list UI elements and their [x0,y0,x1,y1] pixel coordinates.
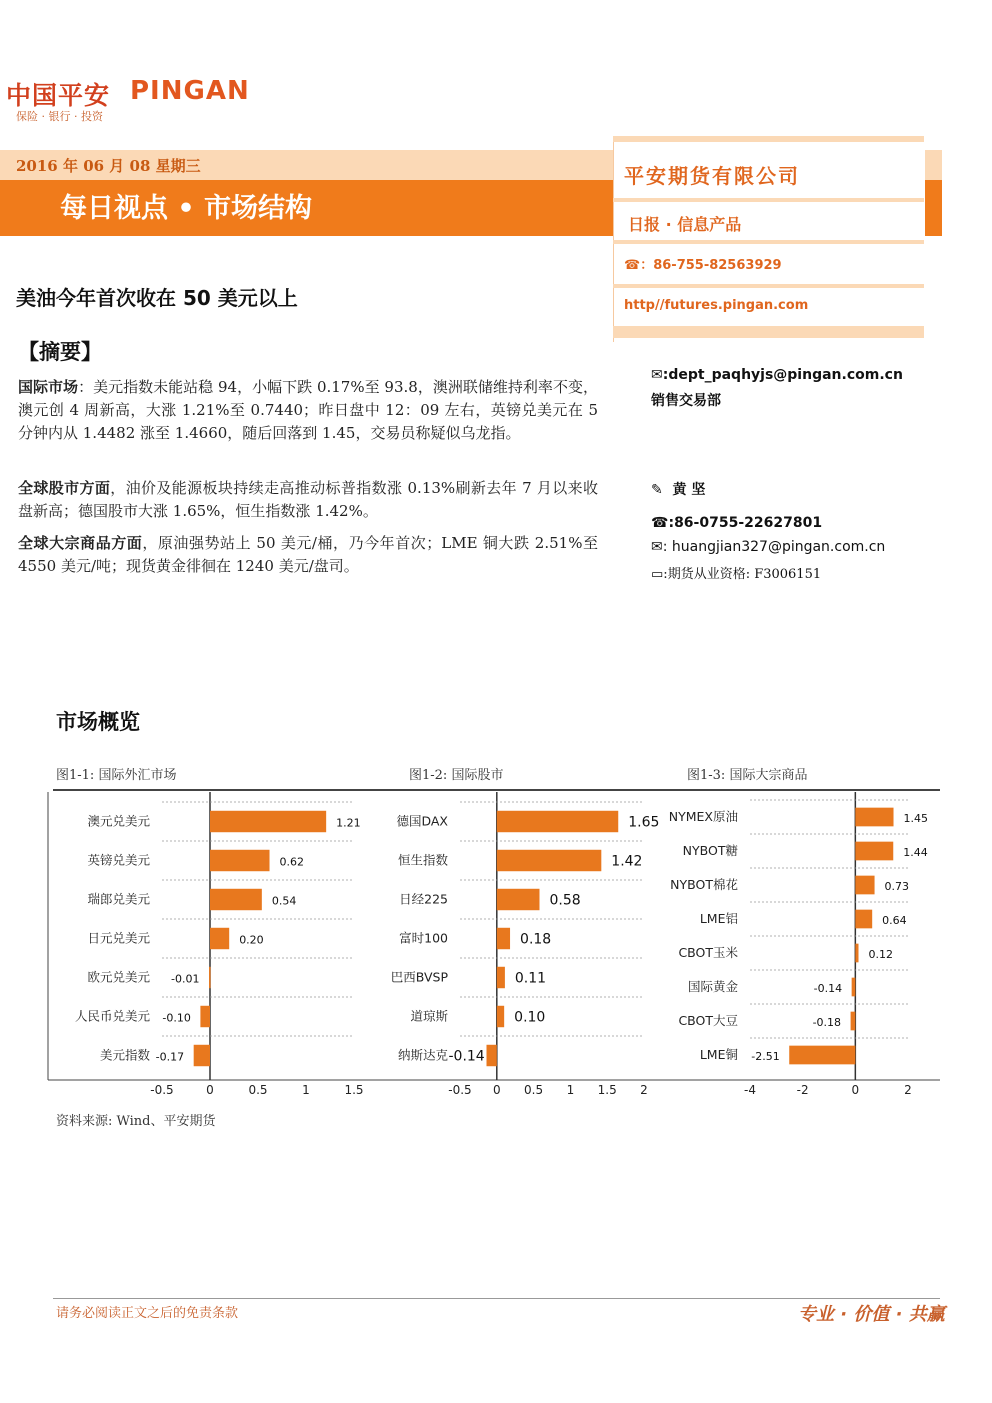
analyst [651,479,705,499]
chart-tick-label: 1 [566,1083,575,1097]
chart-category-label: 国际黄金 [687,979,738,994]
chart-tick-label: -2 [796,1083,809,1097]
paragraph-intl-market [18,376,598,445]
chart-bar [851,1012,856,1031]
chart-bar [855,876,874,895]
chart-category-label: CBOT大豆 [678,1013,738,1028]
chart-bar [497,850,602,871]
chart-bar [852,978,856,997]
company-top-strip [613,136,924,142]
paragraph-global-stocks [18,477,598,523]
chart-value-label: -0.17 [155,1050,185,1064]
chart-value-label: 1.65 [628,814,660,831]
company-divider [613,198,924,202]
chart-tick-label: -0.5 [150,1083,174,1097]
analyst-email-text: huangjian327@pingan.com.cn [671,539,886,555]
company-name: 平安期货有限公司 [624,164,800,188]
chart-category-label: 日经225 [399,891,448,907]
chart-bar [855,944,858,963]
chart-value-label: 0.20 [239,933,264,947]
analyst-name: 黄 坚 [672,482,706,498]
chart-value-label: 1.45 [903,812,929,825]
chart-bar [210,811,326,832]
chart-tick-label: 0 [492,1083,501,1097]
chart-category-label: 澳元兑美元 [87,813,150,829]
chart-category-label: 巴西BVSP [390,969,448,985]
company-phone [624,254,782,273]
chart-value-label: 0.11 [514,970,547,987]
dept-email[interactable]: ✉:dept_paqhyjs@pingan.com.cn [651,367,903,383]
chart-category-label: 日元兑美元 [87,930,150,946]
footer-disclaimer[interactable]: 请务必阅读正文之后的免责条款 [56,1306,239,1321]
chart-category-label: 恒生指数 [397,852,448,868]
analyst-phone: ☎:86-0755-22627801 [651,515,823,531]
chart-category-label: NYMEX原油 [668,809,738,824]
chart-tick-label: 1 [302,1083,310,1097]
chart-category-label: LME铝 [699,911,738,926]
pen-icon: ✎ [651,482,663,498]
paragraph-text: ，油价及能源板块持续走高推动标普指数涨 0.13%刷新去年 7 月以来收盘新高；德国股市大涨 1.65%，恒生指数涨 1.42%。 [18,479,598,520]
analyst-email[interactable]: ✉: huangjian327@pingan.com.cn [651,539,886,555]
chart-value-label: 0.73 [884,880,910,893]
chart-bar [210,928,229,949]
chart-category-label: 人民币兑美元 [74,1008,150,1024]
mail-icon: ✉ [651,539,663,555]
chart-title: 图1-3: 国际大宗商品 [687,768,808,783]
phone-icon: ☎： [624,258,654,273]
footer-slogan: 专业 · 价值 · 共赢 [798,1304,945,1325]
paragraph-text: ，原油强势站上 50 美元/桶，乃今年首次；LME 铜大跌 2.51%至 4550 美元/吨；现货黄金徘徊在 1240 美元/盘司。 [18,534,598,575]
footer-rule [53,1298,940,1299]
chart-value-label: 1.44 [903,846,928,859]
paragraph-text: ：美元指数未能站稳 94，小幅下跌 0.17%至 93.8，澳洲联储维持利率不变，澳元创 4 周新高，大涨 1.21%至 0.7440；昨日盘中 12：09 左右，英镑兑美元在 5 分钟内从 1.4482 涨至 1.4660，随后回落到 1.45，交易员称疑似乌龙指。 [18,378,598,442]
chart-category-label: LME铜 [699,1047,738,1062]
chart-category-label: 道琼斯 [410,1008,448,1024]
source-note: 资料来源: Wind、平安期货 [56,1114,216,1129]
chart-category-label: NYBOT棉花 [670,877,738,892]
charts-svg [0,790,992,1110]
chart-tick-label: 1.5 [597,1083,617,1097]
daily-label: 日报 · 信息产品 [628,215,742,234]
company-divider [613,240,924,244]
dept-name: 销售交易部 [651,393,721,409]
chart-value-label: 0.12 [868,948,893,961]
section-title: 市场概览 [56,710,140,734]
chart-value-label: 1.21 [336,816,361,830]
chart-tick-label: 0 [206,1083,214,1097]
chart-title: 图1-1: 国际外汇市场 [56,768,177,783]
chart-value-label: -2.51 [751,1050,780,1063]
chart-tick-label: 0.5 [248,1083,268,1097]
mail-icon: ✉ [651,367,663,383]
dept-email-text: dept_paqhyjs@pingan.com.cn [668,367,903,383]
chart-bar [210,850,270,871]
chart-bar [497,811,618,832]
company-bottom-strip [613,326,924,338]
chart-bar [194,1045,210,1066]
chart-value-label: 0.54 [271,894,297,908]
paragraph-label: 国际市场 [18,378,79,396]
chart-category-label: 德国DAX [396,813,448,829]
report-title: 每日视点 • 市场结构 [60,193,313,224]
chart-category-label: CBOT玉米 [678,945,738,960]
abstract-title: 【摘要】 [18,340,102,364]
chart-tick-label: 1.5 [344,1083,364,1097]
book-icon: ▭ [651,567,664,582]
phone-icon: ☎ [651,515,669,531]
chart-bar [789,1046,855,1065]
analyst-license-text: 期货从业资格: F3006151 [667,567,822,582]
headline: 美油今年首次收在 50 美元以上 [16,286,298,310]
chart-value-label: -0.10 [162,1011,191,1025]
chart-bar [209,967,211,988]
report-date: 2016 年 06 月 08 星期三 [16,157,201,175]
chart-category-label: NYBOT糖 [682,843,738,858]
paragraph-commodities [18,532,598,578]
chart-value-label: 0.18 [520,931,552,948]
chart-value-label: -0.14 [448,1048,485,1065]
chart-bar [497,889,540,910]
chart-category-label: 纳斯达克 [397,1047,448,1063]
analyst-license: ▭:期货从业资格: F3006151 [651,567,822,582]
logo-en: PINGAN [130,76,250,106]
chart-bar [497,1006,504,1027]
chart-value-label: -0.14 [813,982,843,995]
chart-tick-label: -4 [744,1083,756,1097]
chart-bar [497,967,505,988]
chart-category-label: 富时100 [399,930,448,946]
chart-tick-label: 2 [640,1083,648,1097]
chart-bar [855,842,893,861]
chart-tick-label: 0.5 [524,1083,544,1097]
chart-bar [497,928,510,949]
analyst-phone-number: 86-0755-22627801 [674,515,823,531]
chart-tick-label: 2 [904,1083,912,1097]
company-phone-number: 86-755-82563929 [653,258,782,273]
logo-cn: 中国平安 [6,81,111,110]
company-divider [613,284,924,288]
paragraph-label: 全球股市方面 [18,479,111,497]
chart-bar [486,1045,496,1066]
chart-category-label: 美元指数 [99,1047,150,1063]
chart-tick-label: -0.5 [448,1083,472,1097]
chart-title: 图1-2: 国际股市 [409,768,504,783]
chart-value-label: -0.01 [171,972,200,986]
chart-value-label: 0.64 [882,914,907,927]
company-website[interactable]: http//futures.pingan.com [624,298,809,313]
chart-bar [855,910,872,929]
chart-bar [855,808,893,827]
chart-value-label: 0.62 [279,855,305,869]
chart-value-label: 0.10 [514,1009,546,1026]
chart-bar [200,1006,210,1027]
chart-value-label: 1.42 [611,853,643,870]
chart-category-label: 英镑兑美元 [87,852,150,868]
logo-subtitle: 保险 · 银行 · 投资 [16,110,103,123]
chart-value-label: 0.58 [549,892,581,909]
chart-value-label: -0.18 [812,1016,842,1029]
chart-bar [210,889,262,910]
chart-category-label: 欧元兑美元 [87,969,150,985]
chart-tick-label: 0 [851,1083,860,1097]
chart-category-label: 瑞郎兑美元 [87,891,150,907]
paragraph-label: 全球大宗商品方面 [18,534,143,552]
